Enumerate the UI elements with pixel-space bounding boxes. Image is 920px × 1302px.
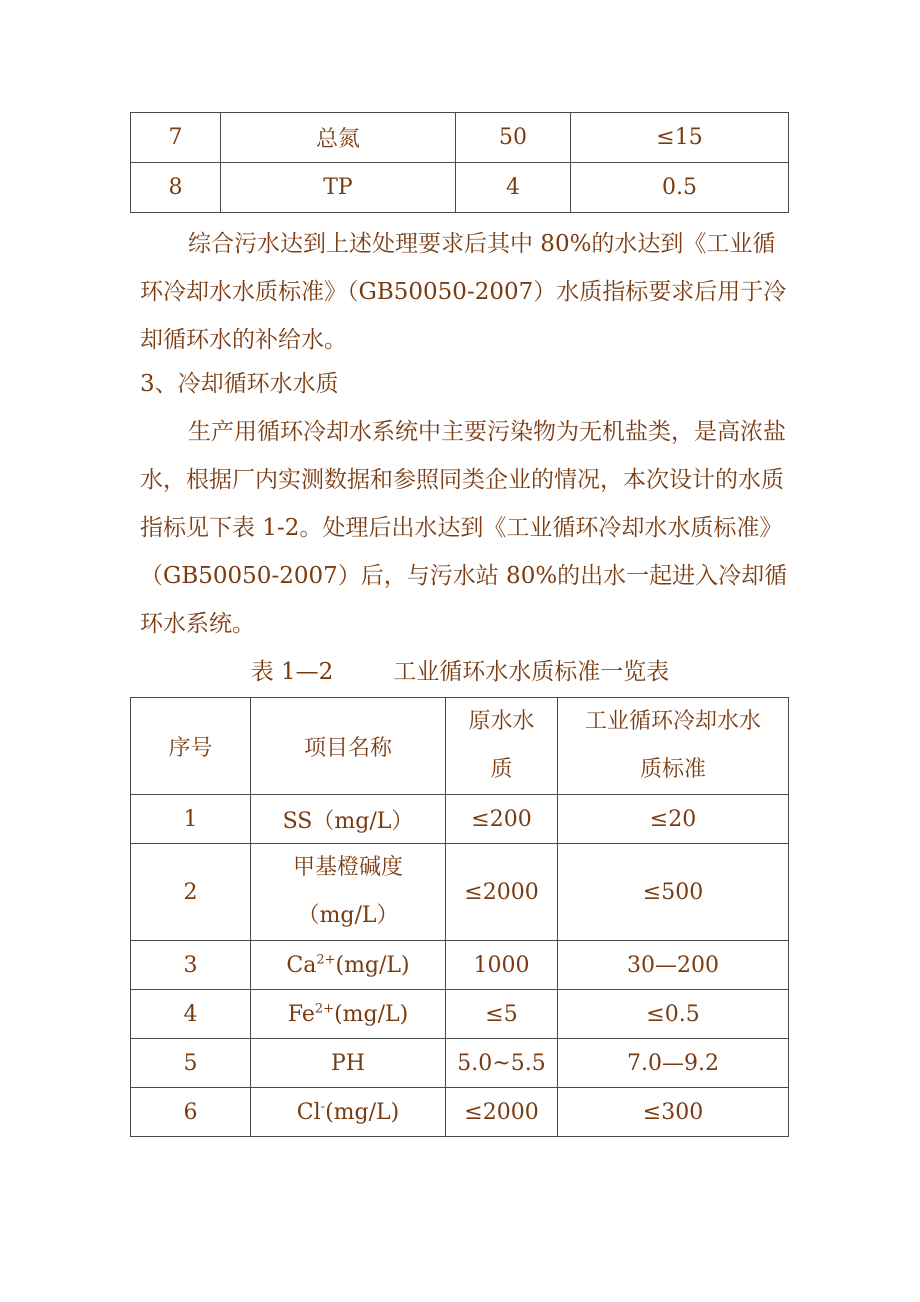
header-std-line1: 工业循环冷却水水: [584, 709, 761, 734]
header-item: 项目名称: [251, 698, 446, 795]
table-row: [131, 113, 789, 163]
cell-standard: 7.0—9.2: [558, 1039, 789, 1088]
table-row: [131, 990, 789, 1039]
cell-no: 5: [131, 1039, 251, 1088]
item-base: Ca: [286, 952, 317, 978]
header-raw: [446, 698, 558, 795]
cell-item: [251, 1088, 446, 1137]
paragraph-reuse: 综合污水达到上述处理要求后其中 80%的水达到《工业循环冷却水水质标准》（GB50050-2007）水质指标要求后用于冷却循环水的补给水。: [140, 231, 787, 353]
cell-standard: ≤300: [558, 1088, 789, 1137]
item-superscript: -: [320, 1099, 326, 1115]
caption-label: 表 1—2: [250, 659, 334, 685]
section-heading: 3、冷却循环水水质: [140, 371, 339, 397]
cell-standard: ≤0.5: [558, 990, 789, 1039]
cell-item: [251, 990, 446, 1039]
cell-raw: ≤5: [446, 990, 558, 1039]
cell-no: 1: [131, 795, 251, 844]
cell-item: [251, 941, 446, 990]
cell-standard: ≤500: [558, 844, 789, 941]
cell-no: 8: [131, 163, 221, 213]
cell-no: 7: [131, 113, 221, 163]
cell-raw: ≤2000: [446, 844, 558, 941]
table-row: [131, 1088, 789, 1137]
table-row: [131, 795, 789, 844]
item-base: Cl: [296, 1099, 321, 1125]
table-row: [131, 163, 789, 213]
cell-item: TP: [221, 163, 456, 213]
item-base: Fe: [287, 1001, 315, 1027]
cell-item: PH: [251, 1039, 446, 1088]
cell-value: 4: [456, 163, 571, 213]
cell-item: 总氮: [221, 113, 456, 163]
item-unit: (mg/L): [335, 952, 410, 978]
cell-standard: 30—200: [558, 941, 789, 990]
cell-item: [251, 844, 446, 941]
header-std-line2: 质标准: [639, 757, 706, 782]
cell-item: SS（mg/L）: [251, 795, 446, 844]
table-row: [131, 941, 789, 990]
cell-value: 50: [456, 113, 571, 163]
item-superscript: 2+: [314, 1001, 335, 1017]
water-quality-table: [130, 697, 789, 1137]
table-row: [131, 844, 789, 941]
cell-raw: ≤200: [446, 795, 558, 844]
item-unit: (mg/L): [325, 1099, 400, 1125]
cell-raw: 1000: [446, 941, 558, 990]
cell-standard: ≤15: [571, 113, 789, 163]
header-standard: [558, 698, 789, 795]
cell-raw: ≤2000: [446, 1088, 558, 1137]
cell-standard: ≤20: [558, 795, 789, 844]
table-header-row: [131, 698, 789, 795]
cell-no: 4: [131, 990, 251, 1039]
caption-title: 工业循环水水质标准一览表: [393, 659, 670, 685]
cell-item-line1: 甲基橙碱度: [292, 855, 403, 880]
item-superscript: 2+: [316, 952, 336, 968]
header-no: 序号: [131, 698, 251, 795]
table-top-continuation: [130, 112, 789, 213]
cell-standard: 0.5: [571, 163, 789, 213]
cell-no: 6: [131, 1088, 251, 1137]
table-row: [131, 1039, 789, 1088]
paragraph-cooling-water: 生产用循环冷却水系统中主要污染物为无机盐类，是高浓盐水，根据厂内实测数据和参照同类企业的情况，本次设计的水质指标见下表 1-2。处理后出水达到《工业循环冷却水水质标准》（GB50050-2007）后，与污水站 80%的出水一起进入冷却循环水系统。: [140, 419, 788, 637]
cell-item-line2: （mg/L）: [297, 903, 399, 928]
cell-no: 2: [131, 844, 251, 941]
table-caption: [0, 650, 920, 694]
cell-no: 3: [131, 941, 251, 990]
cell-raw: 5.0~5.5: [446, 1039, 558, 1088]
header-raw-line1: 原水水: [468, 709, 535, 734]
item-unit: (mg/L): [334, 1001, 409, 1027]
header-raw-line2: 质: [490, 757, 513, 782]
